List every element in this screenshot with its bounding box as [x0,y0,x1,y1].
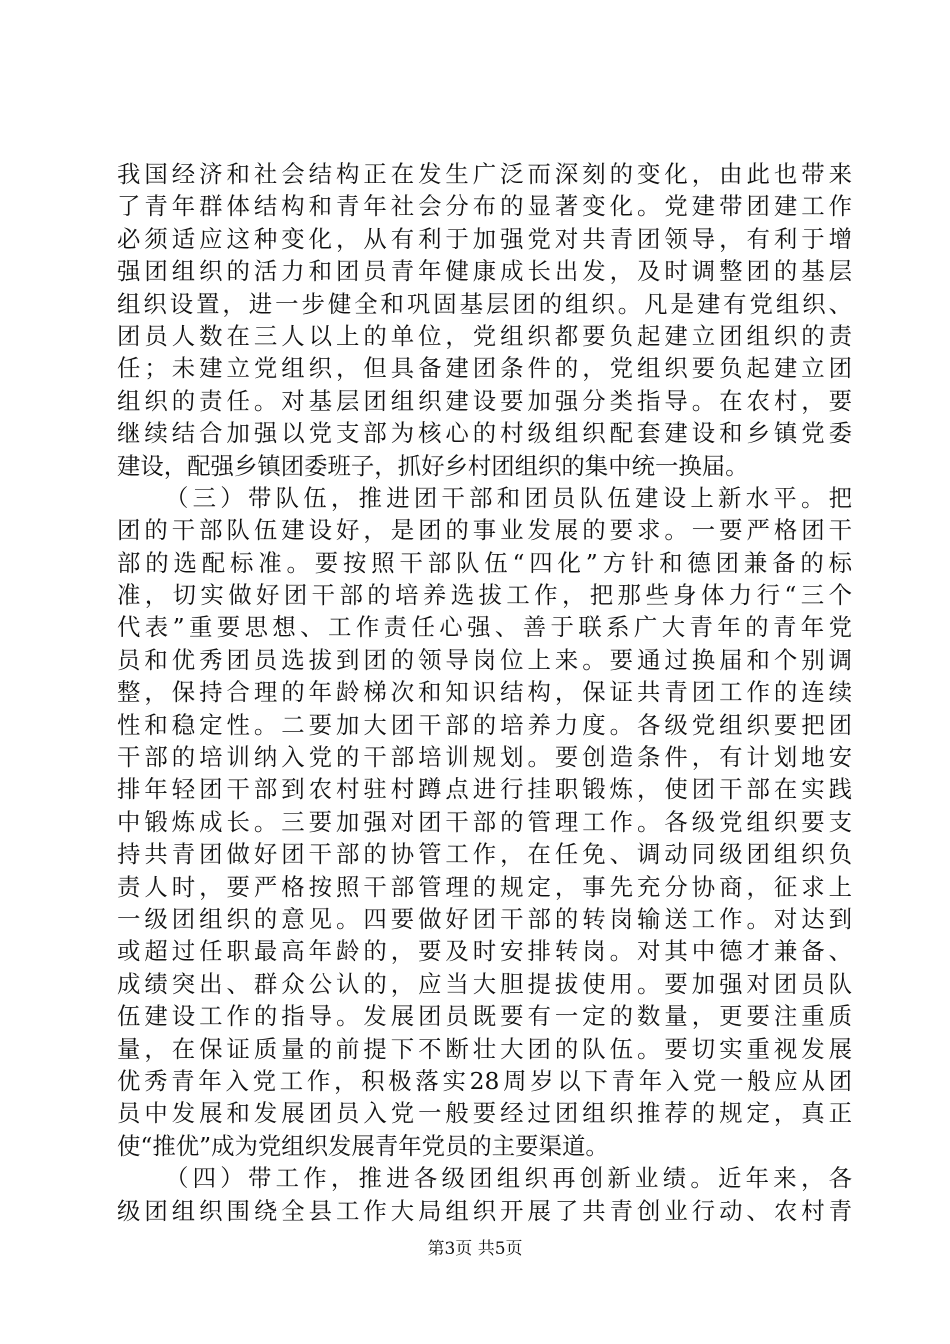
text-line: 了青年群体结构和青年社会分布的显著变化。党建带团建工作 [117,192,852,221]
text-line: 团的干部队伍建设好，是团的事业发展的要求。一要严格团干 [117,516,852,545]
text-line: 部的选配标准。要按照干部队伍“四化”方针和德团兼备的标 [117,548,852,577]
text-line: （三）带队伍，推进团干部和团员队伍建设上新水平。把 [165,483,852,512]
page-footer: 第3页 共5页 [427,1239,523,1259]
text-line: 性和稳定性。二要加大团干部的培养力度。各级党组织要把团 [117,710,852,739]
text-line: 员和优秀团员选拔到团的领导岗位上来。要通过换届和个别调 [117,645,852,674]
text-line: 准，切实做好团干部的培养选拔工作，把那些身体力行“三个 [117,581,852,610]
text-line: 整，保持合理的年龄梯次和知识结构，保证共青团工作的连续 [117,678,852,707]
text-line: 一级团组织的意见。四要做好团干部的转岗输送工作。对达到 [117,904,852,933]
text-line: 责人时，要严格按照干部管理的规定，事先充分协商，征求上 [117,872,852,901]
text-line: 建设，配强乡镇团委班子，抓好乡村团组织的集中统一换届。 [117,451,749,480]
text-line: 使“推优”成为党组织发展青年党员的主要渠道。 [117,1131,609,1160]
text-line: 代表”重要思想、工作责任心强、善于联系广大青年的青年党 [117,613,852,642]
text-line: 继续结合加强以党支部为核心的村级组织配套建设和乡镇党委 [117,419,852,448]
text-line: 团员人数在三人以上的单位，党组织都要负起建立团组织的责 [117,321,852,350]
text-line: 组织的责任。对基层团组织建设要加强分类指导。在农村，要 [117,386,852,415]
text-line: 员中发展和发展团员入党一般要经过团组织推荐的规定，真正 [117,1099,852,1128]
text-line: 持共青团做好团干部的协管工作，在任免、调动同级团组织负 [117,840,852,869]
text-line: 优秀青年入党工作，积极落实28周岁以下青年入党一般应从团 [117,1066,852,1095]
text-line: 排年轻团干部到农村驻村蹲点进行挂职锻炼，使团干部在实践 [117,775,852,804]
text-line: 组织设置，进一步健全和巩固基层团的组织。凡是建有党组织、 [117,289,852,318]
text-line: 成绩突出、群众公认的，应当大胆提拔使用。要加强对团员队 [117,969,852,998]
text-line: 我国经济和社会结构正在发生广泛而深刻的变化，由此也带来 [117,160,852,188]
text-line: 中锻炼成长。三要加强对团干部的管理工作。各级党组织要支 [117,807,852,836]
text-line: 必须适应这种变化，从有利于加强党对共青团领导，有利于增 [117,224,852,253]
text-line: 量，在保证质量的前提下不断壮大团的队伍。要切实重视发展 [117,1034,852,1063]
text-line: 或超过任职最高年龄的，要及时安排转岗。对其中德才兼备、 [117,937,852,966]
text-line: 干部的培训纳入党的干部培训规划。要创造条件，有计划地安 [117,743,852,772]
text-line: 任；未建立党组织，但具备建团条件的，党组织要负起建立团 [117,354,852,383]
text-line: 级团组织围绕全县工作大局组织开展了共青创业行动、农村青 [117,1196,852,1225]
body-text [117,158,852,1227]
text-line: 强团组织的活力和团员青年健康成长出发，及时调整团的基层 [117,257,852,286]
text-line: （四）带工作，推进各级团组织再创新业绩。近年来，各 [165,1164,852,1193]
text-line: 伍建设工作的指导。发展团员既要有一定的数量，更要注重质 [117,1002,852,1031]
